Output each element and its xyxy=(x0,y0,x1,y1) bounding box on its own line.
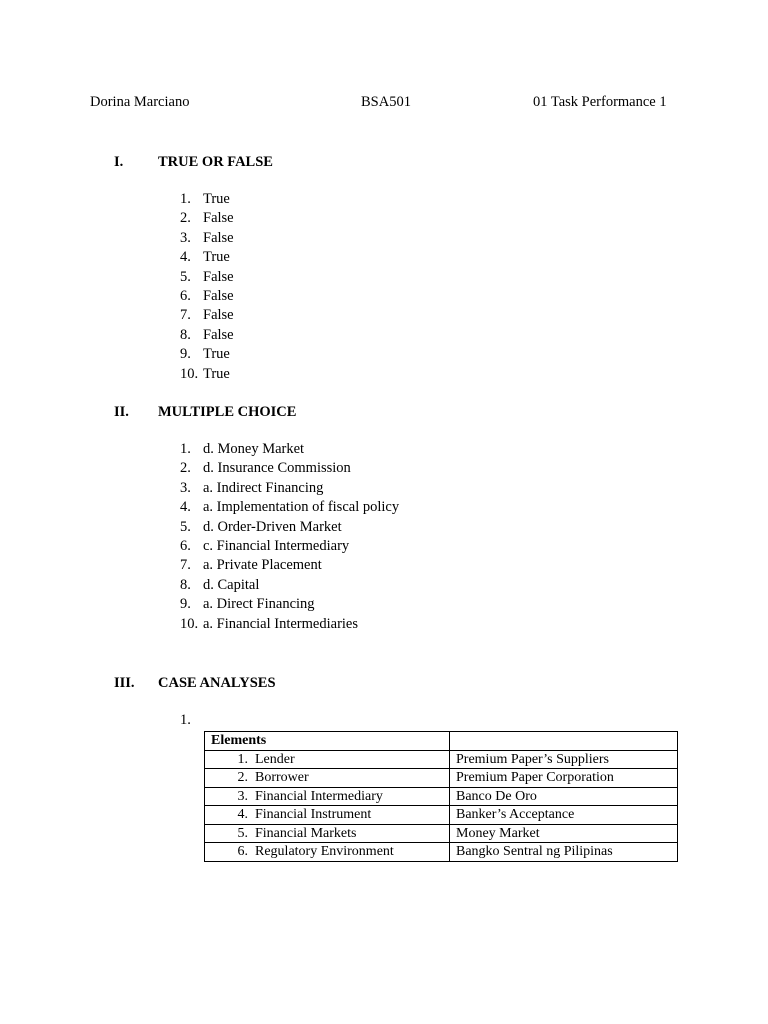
section-title-true-or-false xyxy=(114,154,614,174)
item-number: 3. xyxy=(180,229,191,246)
item-answer: a. Private Placement xyxy=(203,557,322,574)
item-answer: True xyxy=(203,365,230,382)
element-cell xyxy=(205,843,450,862)
section-heading: MULTIPLE CHOICE xyxy=(158,404,297,420)
item-number: 8. xyxy=(180,326,191,343)
item-number: 1. xyxy=(180,191,191,207)
element-value: Bangko Sentral ng Pilipinas xyxy=(450,843,678,862)
element-label: Regulatory Environment xyxy=(255,844,394,860)
table-row xyxy=(205,787,678,806)
element-label: Financial Instrument xyxy=(255,807,372,823)
item-number: 3. xyxy=(180,479,191,496)
student-name: Dorina Marciano xyxy=(90,94,190,110)
element-number: 4. xyxy=(237,807,248,823)
element-value: Money Market xyxy=(450,824,678,843)
table-row xyxy=(205,824,678,843)
item-answer: d. Capital xyxy=(203,576,260,593)
table-header-row xyxy=(205,732,678,751)
table-row xyxy=(205,806,678,825)
section-heading: CASE ANALYSES xyxy=(158,675,276,691)
table-header-elements: Elements xyxy=(205,732,450,751)
item-number: 10. xyxy=(180,365,199,382)
section-number: I. xyxy=(114,154,124,170)
element-value: Banker’s Acceptance xyxy=(450,806,678,825)
item-answer: a. Direct Financing xyxy=(203,596,315,613)
element-label: Financial Markets xyxy=(255,825,357,841)
item-answer: a. Indirect Financing xyxy=(203,479,324,496)
element-cell xyxy=(205,769,450,788)
section-title-case-analyses xyxy=(114,675,614,695)
element-number: 3. xyxy=(237,788,248,804)
elements-table xyxy=(204,731,678,862)
item-answer: False xyxy=(203,307,234,324)
item-number: 8. xyxy=(180,576,191,593)
element-number: 1. xyxy=(237,751,248,767)
item-number: 2. xyxy=(180,460,191,477)
item-number: 2. xyxy=(180,210,191,227)
section-title-multiple-choice xyxy=(114,404,614,424)
element-value: Premium Paper Corporation xyxy=(450,769,678,788)
item-answer: d. Insurance Commission xyxy=(203,460,351,477)
element-number: 5. xyxy=(237,825,248,841)
item-answer: a. Implementation of fiscal policy xyxy=(203,499,400,516)
element-number: 2. xyxy=(237,770,248,786)
item-number: 4. xyxy=(180,499,191,516)
item-number: 9. xyxy=(180,596,191,613)
task-title: 01 Task Performance 1 xyxy=(533,94,667,110)
item-answer: c. Financial Intermediary xyxy=(203,537,350,554)
course-code: BSA501 xyxy=(361,94,411,110)
item-number: 10. xyxy=(180,615,199,632)
item-answer: True xyxy=(203,346,230,363)
item-answer: False xyxy=(203,210,234,227)
item-number: 7. xyxy=(180,307,191,324)
page-header xyxy=(0,94,768,114)
item-answer: False xyxy=(203,326,234,343)
item-answer: d. Money Market xyxy=(203,441,305,457)
section-number: II. xyxy=(114,404,129,420)
element-number: 6. xyxy=(237,844,248,860)
table-row xyxy=(205,750,678,769)
item-answer: True xyxy=(203,191,230,207)
element-label: Financial Intermediary xyxy=(255,788,383,804)
table-header-blank xyxy=(450,732,678,751)
section-number: III. xyxy=(114,675,135,691)
element-cell xyxy=(205,824,450,843)
element-value: Premium Paper’s Suppliers xyxy=(450,750,678,769)
table-row xyxy=(205,769,678,788)
item-answer: False xyxy=(203,268,234,285)
item-answer: d. Order-Driven Market xyxy=(203,518,342,535)
element-label: Borrower xyxy=(255,770,309,786)
item-answer: False xyxy=(203,229,234,246)
item-number: 6. xyxy=(180,287,191,304)
element-cell xyxy=(205,750,450,769)
item-number: 5. xyxy=(180,518,191,535)
item-answer: a. Financial Intermediaries xyxy=(203,615,359,632)
element-label: Lender xyxy=(255,751,295,767)
item-answer: False xyxy=(203,287,234,304)
item-number: 1. xyxy=(180,441,191,457)
element-cell xyxy=(205,806,450,825)
item-answer: True xyxy=(203,249,230,266)
table-row xyxy=(205,843,678,862)
section-heading: TRUE OR FALSE xyxy=(158,154,273,170)
item-number: 5. xyxy=(180,268,191,285)
item-number: 4. xyxy=(180,249,191,266)
case-item-number: 1. xyxy=(180,712,191,728)
element-value: Banco De Oro xyxy=(450,787,678,806)
element-cell xyxy=(205,787,450,806)
item-number: 9. xyxy=(180,346,191,363)
item-number: 6. xyxy=(180,537,191,554)
item-number: 7. xyxy=(180,557,191,574)
